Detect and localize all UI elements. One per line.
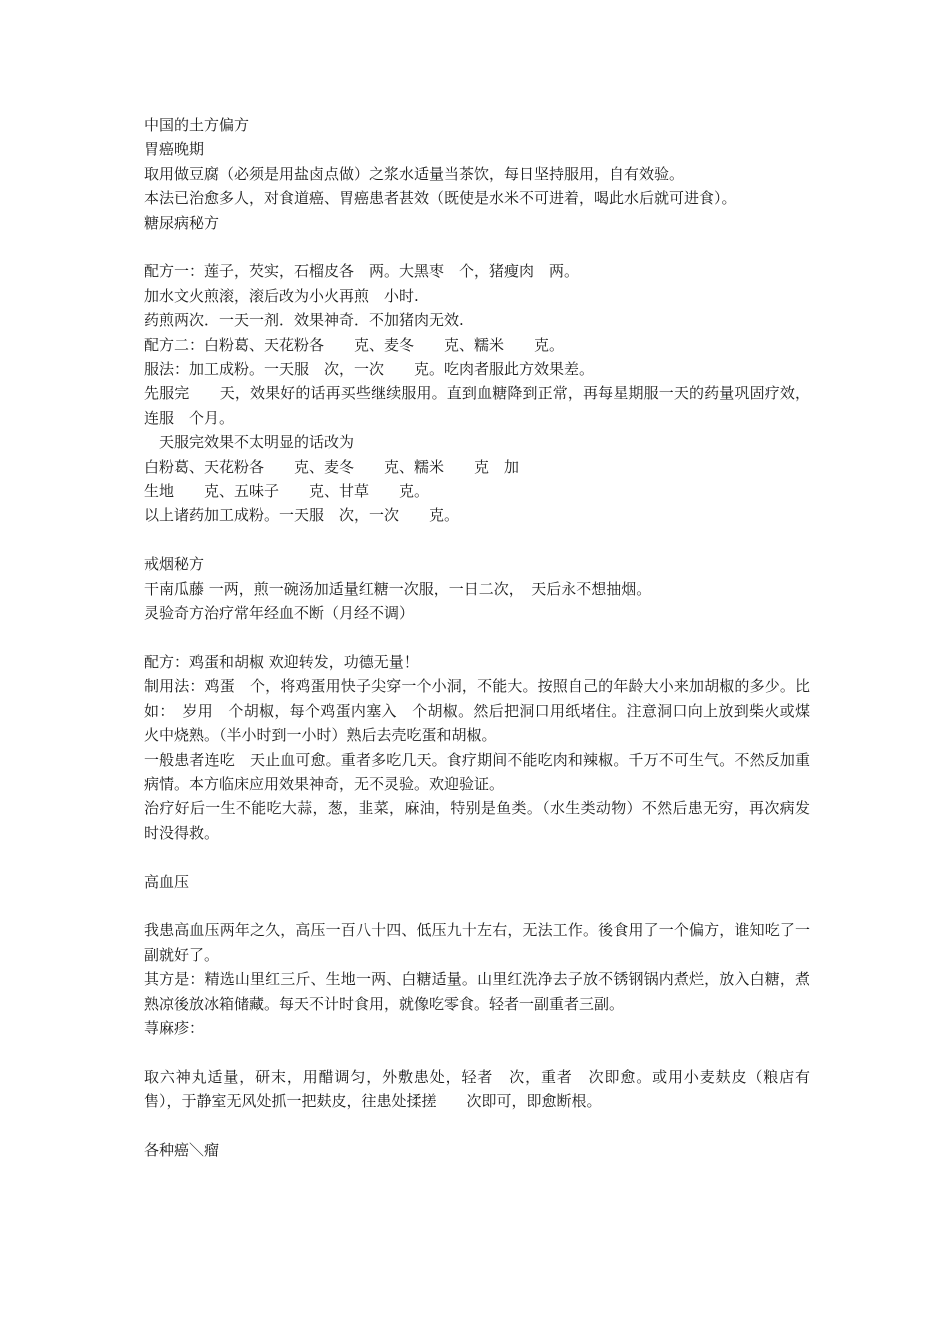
paragraph: 制用法：鸡蛋 个，将鸡蛋用快子尖穿一个小洞，不能大。按照自己的年龄大小来加胡椒的多少。比如： 岁用 个胡椒，每个鸡蛋内塞入 个胡椒。然后把洞口用纸堵住。注意洞口向上放到柴火或煤火中烧熟。（半小时到一小时）熟后去壳吃蛋和胡椒。: [144, 677, 810, 745]
blank-line: [144, 1040, 810, 1064]
paragraph: 配方：鸡蛋和胡椒 欢迎转发，功德无量！: [144, 652, 419, 671]
section-heading-quit-smoking: 戒烟秘方: [144, 555, 205, 574]
paragraph: 治疗好后一生不能吃大蒜，葱，韭菜，麻油，特别是鱼类。（水生类动物）不然后患无穷，再次病发时没得救。: [144, 799, 810, 842]
section-heading-diabetes: 糖尿病秘方: [144, 213, 220, 232]
paragraph: 天服完效果不太明显的话改为: [144, 433, 355, 452]
paragraph: 生地 克、五味子 克、甘草 克。: [144, 482, 430, 501]
paragraph: 取用做豆腐（必须是用盐卤点做）之浆水适量当茶饮，每日坚持服用，自有效验。: [144, 164, 685, 183]
document-page: [144, 113, 810, 1162]
paragraph: 配方二：白粉葛、天花粉各 克、麦冬 克、糯米 克。: [144, 335, 565, 354]
paragraph: 药煎两次．一天一剂．效果神奇．不加猪肉无效.: [144, 311, 464, 330]
paragraph: 白粉葛、天花粉各 克、麦冬 克、糯米 克 加: [144, 457, 520, 476]
section-heading-hypertension: 高血压: [144, 872, 190, 891]
paragraph: 以上诸药加工成粉。一天服 次，一次 克。: [144, 506, 460, 525]
blank-line: [144, 626, 810, 650]
paragraph: 灵验奇方治疗常年经血不断（月经不调）: [144, 604, 415, 623]
blank-line: [144, 528, 810, 552]
paragraph: 先服完 天，效果好的话再买些继续服用。直到血糖降到正常，再每星期服一天的药量巩固疗效，连服 个月。: [144, 384, 810, 427]
blank-line: [144, 235, 810, 259]
section-heading-stomach-cancer: 胃癌晚期: [144, 140, 205, 159]
blank-line: [144, 894, 810, 918]
paragraph: 干南瓜藤 一两，煎一碗汤加适量红糖一次服，一日二次， 天后永不想抽烟。: [144, 579, 652, 598]
paragraph: 我患高血压两年之久，高压一百八十四、低压九十左右，无法工作。後食用了一个偏方，谁知吃了一副就好了。: [144, 921, 810, 964]
paragraph: 其方是：精选山里红三斤、生地一两、白糖适量。山里红洗净去子放不锈钢锅内煮烂，放入白糖，煮熟凉後放冰箱储藏。每天不计时食用，就像吃零食。轻者一副重者三副。: [144, 970, 810, 1013]
section-heading-urticaria: 荨麻疹：: [144, 1018, 205, 1037]
paragraph: 取六神丸适量，研末，用醋调匀，外敷患处，轻者 次，重者 次即愈。或用小麦麸皮（粮店有售），于静室无风处抓一把麸皮，往患处揉搓 次即可，即愈断根。: [144, 1067, 810, 1111]
paragraph: 加水文火煎滚，滚后改为小火再煎 小时.: [144, 286, 419, 305]
document-title: 中国的土方偏方: [144, 116, 250, 134]
blank-line: [144, 1114, 810, 1138]
section-heading-cancers: 各种癌＼瘤: [144, 1140, 220, 1159]
paragraph: 服法：加工成粉。一天服 次，一次 克。吃肉者服此方效果差。: [144, 360, 595, 379]
paragraph: 配方一：莲子，芡实，石榴皮各 两。大黑枣 个，猪瘦肉 两。: [144, 262, 580, 281]
blank-line: [144, 845, 810, 869]
paragraph: 一般患者连吃 天止血可愈。重者多吃几天。食疗期间不能吃肉和辣椒。千万不可生气。不然反加重病情。本方临床应用效果神奇，无不灵验。欢迎验证。: [144, 750, 810, 793]
paragraph: 本法已治愈多人，对食道癌、胃癌患者甚效（既使是水米不可进着，喝此水后就可进食）。: [144, 189, 737, 208]
